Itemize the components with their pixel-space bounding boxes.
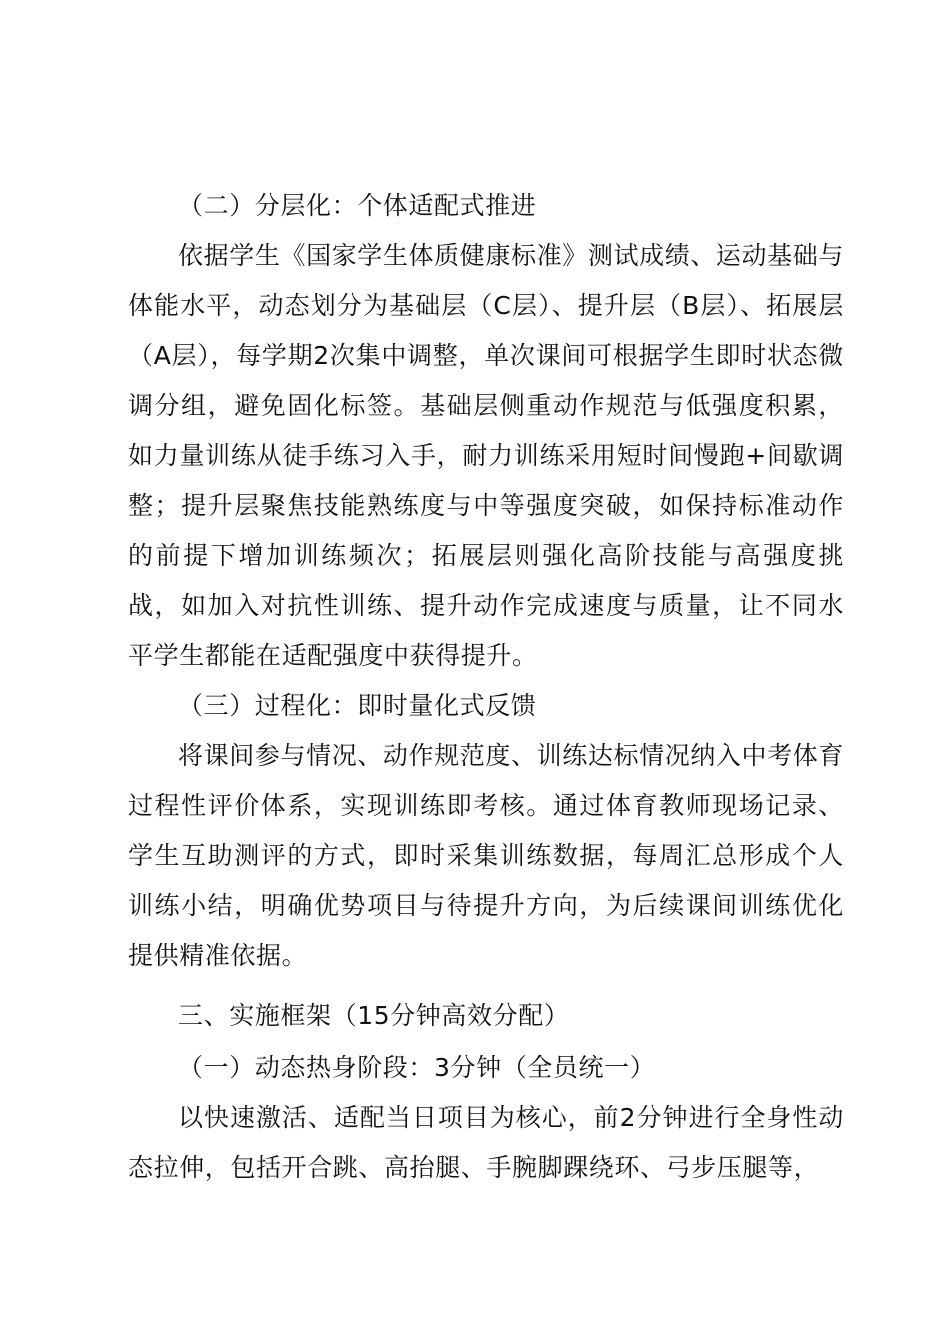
paragraph-process: 将课间参与情况、动作规范度、训练达标情况纳入中考体育过程性评价体系，实现训练即考核。通过体育教师现场记录、学生互助测评的方式，即时采集训练数据，每周汇总形成个人训练小结，明确优势项目与待提升方向，为后续课间训练优化提供精准依据。 xyxy=(128,741,844,970)
document-body xyxy=(128,181,844,1193)
subheading-warmup: （一）动态热身阶段：3分钟（全员统一） xyxy=(178,1053,656,1082)
subheading-layered: （二）分层化：个体适配式推进 xyxy=(178,191,537,220)
paragraph-warmup: 以快速激活、适配当日项目为核心，前2分钟进行全身性动态拉伸，包括开合跳、高抬腿、手腕脚踝绕环、弓步压腿等， xyxy=(128,1103,844,1182)
subheading-process: （三）过程化：即时量化式反馈 xyxy=(178,691,537,720)
section-heading-framework: 三、实施框架（15分钟高效分配） xyxy=(178,1001,570,1030)
paragraph-layered: 依据学生《国家学生体质健康标准》测试成绩、运动基础与体能水平，动态划分为基础层（C层）、提升层（B层）、拓展层（A层），每学期2次集中调整，单次课间可根据学生即时状态微调分组，避免固化标签。基础层侧重动作规范与低强度积累，如力量训练从徒手练习入手，耐力训练采用短时间慢跑+间歇调整；提升层聚焦技能熟练度与中等强度突破，如保持标准动作的前提下增加训练频次；拓展层则强化高阶技能与高强度挑战，如加入对抗性训练、提升动作完成速度与质量，让不同水平学生都能在适配强度中获得提升。 xyxy=(128,241,844,670)
